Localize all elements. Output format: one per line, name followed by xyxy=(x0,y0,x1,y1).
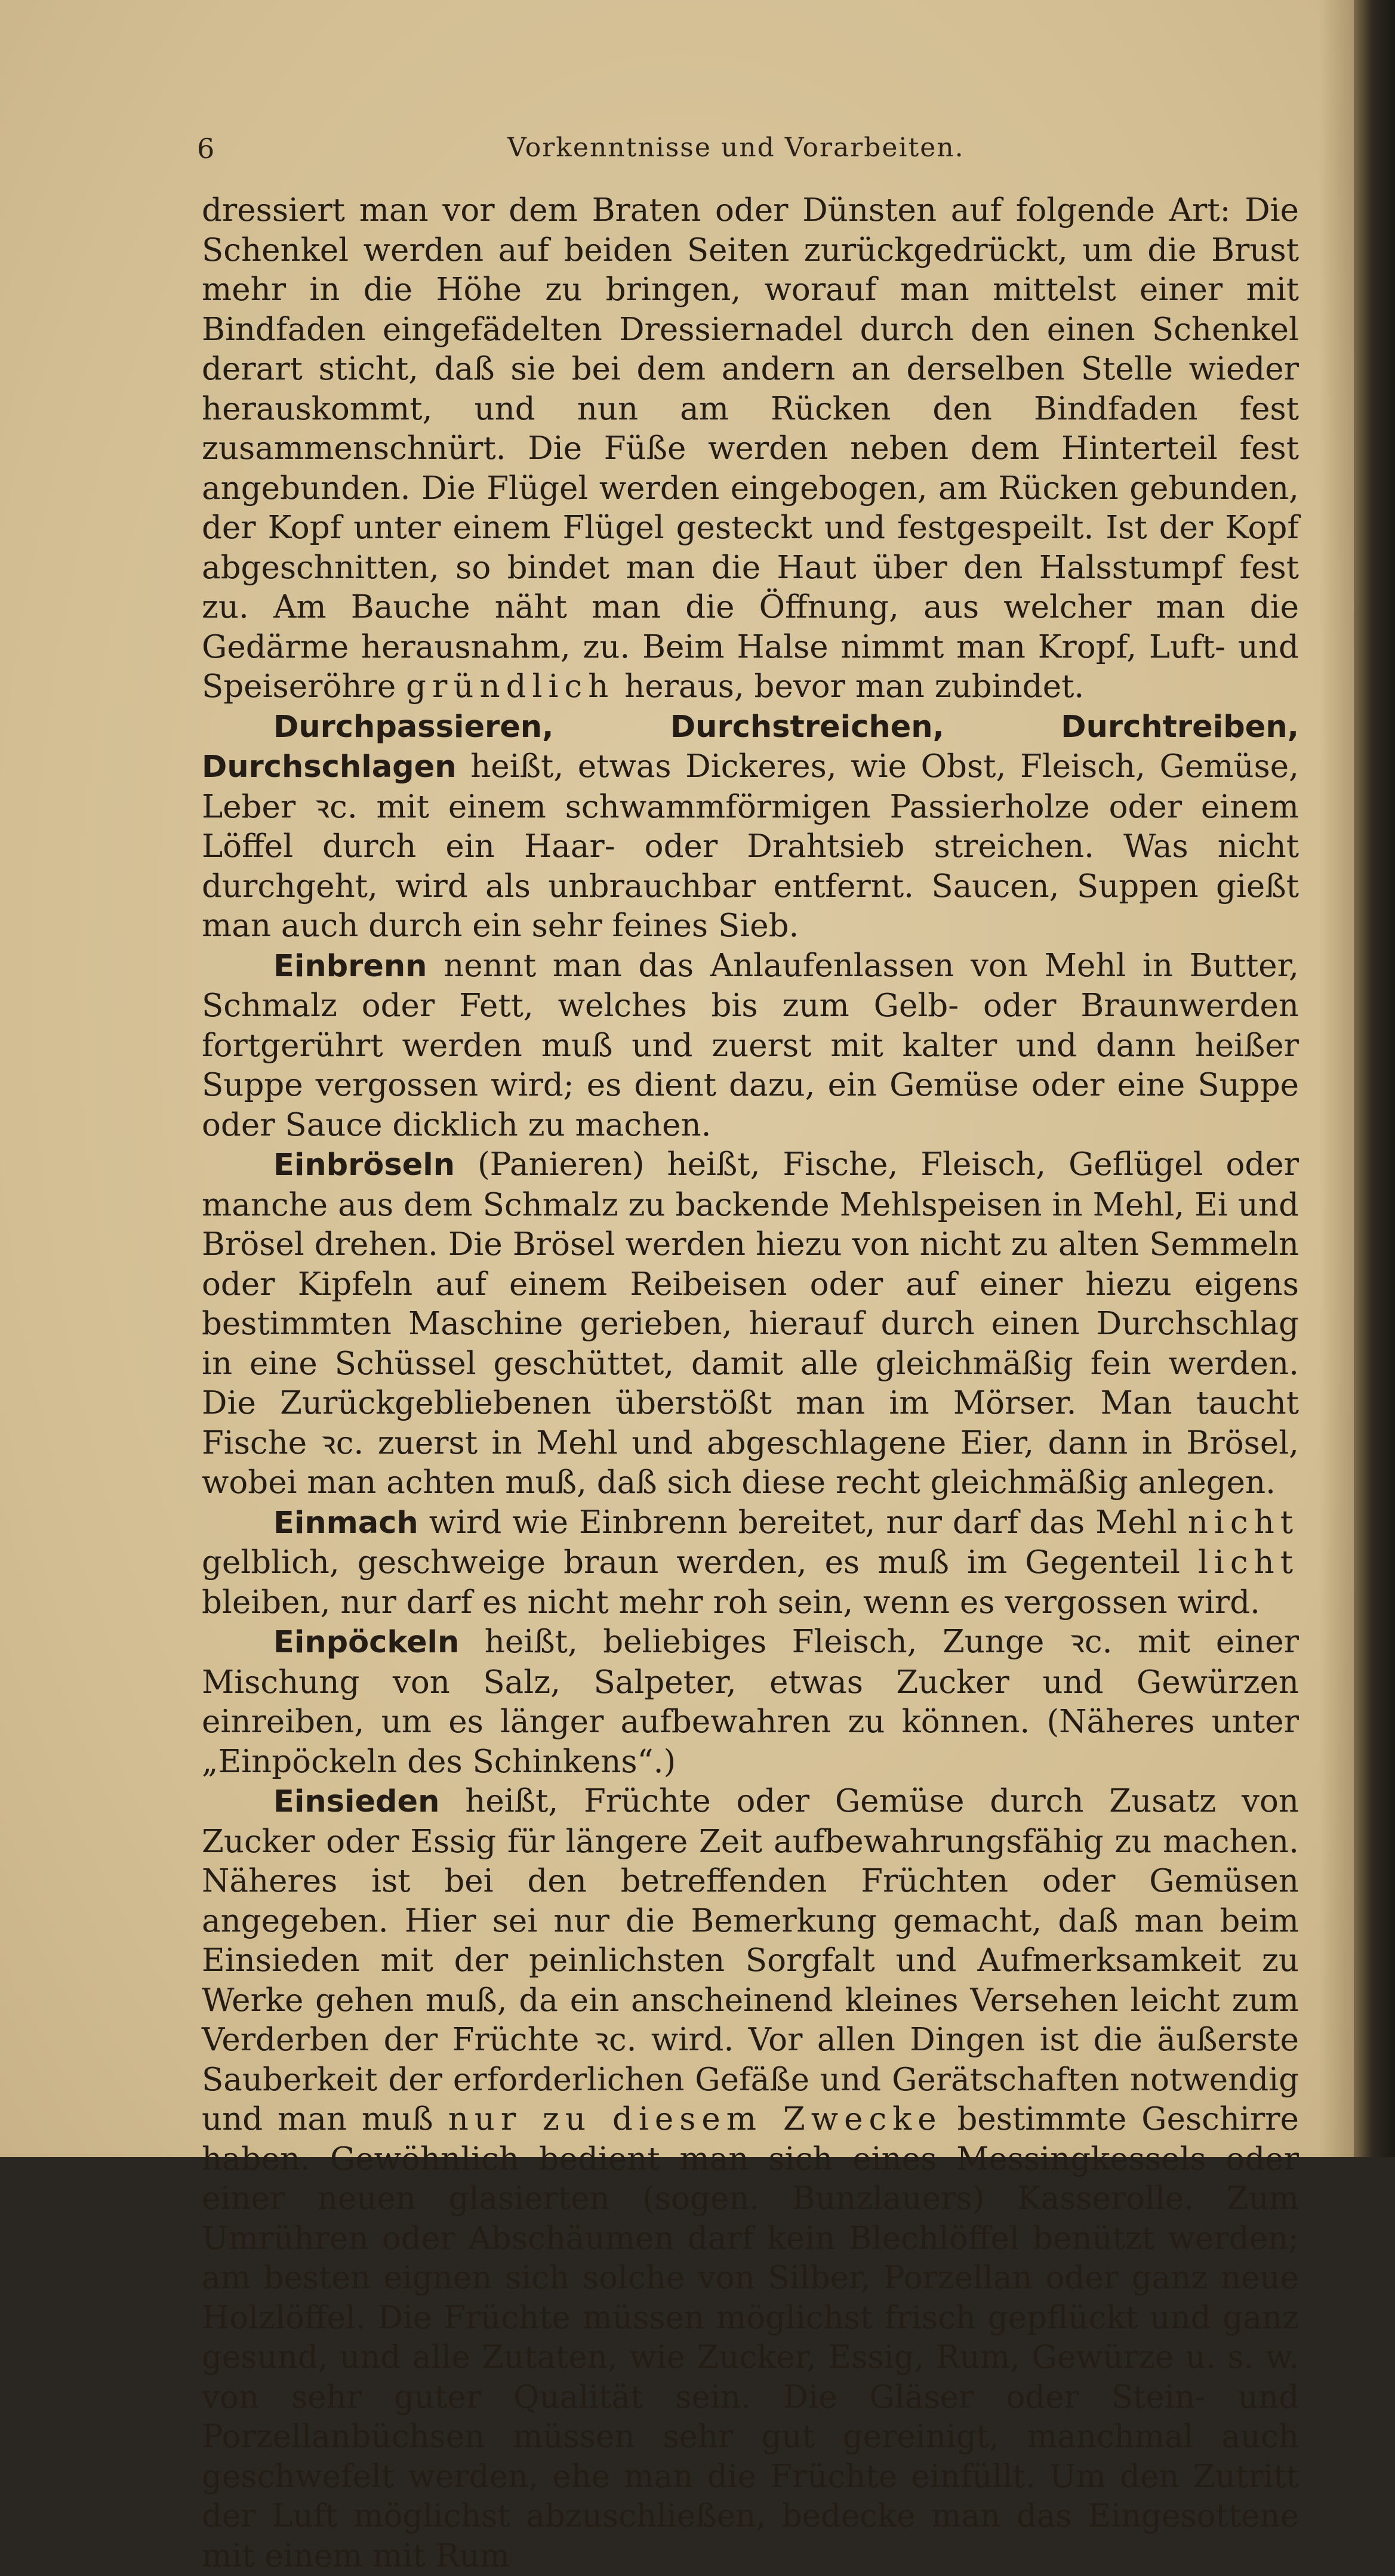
body-text-run: gelblich, geschweige braun werden, es muß im Gegenteil xyxy=(202,1544,1198,1581)
running-head: Vorkenntnisse und Vorarbeiten. xyxy=(507,132,965,163)
page-header xyxy=(197,132,1307,174)
glossary-entry xyxy=(202,1503,1299,1623)
entry-term: Einsieden xyxy=(273,1784,440,1819)
body-text-run: bestimmte Geschirre haben. Gewöhnlich bedient man sich eines Messingkessels oder einer neuen glasierten (sogen. Bunzlauers) Kasserolle. Zum Umrühren oder Abschäumen darf kein Blechlöffel benützt werden; am besten eignen sich solche von Silber, Porzellan oder ganz neue Holzlöffel. Die Früchte müssen möglichst frisch gepflückt und ganz gesund, und alle Zutaten, wie Zucker, Essig, Rum, Gewürze u. s. w. von sehr guter Qualität sein. Die Gläser oder Stein- und Porzellanbüchsen müssen sehr gut gereinigt, manchmal auch geschwefelt werden, ehe man die Früchte einfüllt. Um den Zutritt der Luft möglichst abzuschließen, bedecke man das Eingesottene mit einem mit Rum xyxy=(202,2101,1299,2574)
entry-term: Einbrenn xyxy=(273,948,427,984)
paragraph xyxy=(202,191,1299,707)
emphasis-text: licht xyxy=(1197,1544,1299,1581)
body-text-run: nennt man das Anlaufenlassen von Mehl in Butter, Schmalz oder Fett, welches bis zum Gelb- oder Braunwerden fortgerührt werden muß und zuerst mit kalter und dann heißer Suppe vergossen wird; es dient dazu, ein Gemüse oder eine Suppe oder Sauce dicklich zu machen. xyxy=(202,947,1299,1143)
glossary-entry xyxy=(202,1622,1299,1782)
entry-term: Einmach xyxy=(273,1505,418,1541)
glossary-entry xyxy=(202,1782,1299,2576)
glossary-entry xyxy=(202,946,1299,1146)
body-text-run: heißt, beliebiges Fleisch, Zunge ꝛc. mit einer Mischung von Salz, Salpeter, etwas Zucker und Gewürzen einreiben, um es länger aufbewahren zu können. (Näheres unter „Einpöckeln des Schinkens“.) xyxy=(202,1624,1299,1780)
entry-term: Einpöckeln xyxy=(273,1625,460,1660)
glossary-entry xyxy=(202,1145,1299,1503)
emphasis-text: gründlich xyxy=(406,668,615,705)
entry-term: Einbröseln xyxy=(273,1147,455,1183)
body-text-run: dressiert man vor dem Braten oder Dünsten auf folgende Art: Die Schenkel werden auf beiden Seiten zurückgedrückt, um die Brust mehr in die Höhe zu bringen, worauf man mittelst einer mit Bindfaden eingefädelten Dressiernadel durch den einen Schenkel derart sticht, daß sie bei dem andern an derselben Stelle wieder herauskommt, und nun am Rücken den Bindfaden fest zusammenschnürt. Die Füße werden neben dem Hinterteil fest angebunden. Die Flügel werden eingebogen, am Rücken gebunden, der Kopf unter einem Flügel gesteckt und festgespeilt. Ist der Kopf abgeschnitten, so bindet man die Haut über den Halsstumpf fest zu. Am Bauche näht man die Öffnung, aus welcher man die Gedärme herausnahm, zu. Beim Halse nimmt man Kropf, Luft- und Speiseröhre xyxy=(202,192,1299,705)
body-text-run: (Panieren) heißt, Fische, Fleisch, Geflügel oder manche aus dem Schmalz zu backende Mehlspeisen in Mehl, Ei und Brösel drehen. Die Brösel werden hiezu von nicht zu alten Semmeln oder Kipfeln auf einem Reibeisen oder auf einer hiezu eigens bestimmten Maschine gerieben, hierauf durch einen Durchschlag in eine Schüssel geschüttet, damit alle gleichmäßig fein werden. Die Zurückgebliebenen überstößt man im Mörser. Man taucht Fische ꝛc. zuerst in Mehl und abgeschlagene Eier, dann in Brösel, wobei man achten muß, daß sich diese recht gleichmäßig anlegen. xyxy=(202,1146,1299,1501)
glossary-entry xyxy=(202,707,1299,946)
entry-term: Durchpassieren, Durchstreichen, Durchtreiben, Durchschlagen xyxy=(202,709,1299,785)
page-binding-shadow xyxy=(1319,0,1354,2157)
emphasis-text: nicht xyxy=(1187,1504,1299,1541)
page-number: 6 xyxy=(197,132,215,165)
body-text-run: heißt, Früchte oder Gemüse durch Zusatz von Zucker oder Essig für längere Zeit aufbewahrungsfähig zu machen. Näheres ist bei den betreffenden Früchten oder Gemüsen angegeben. Hier sei nur die Bemerkung gemacht, daß man beim Einsieden mit der peinlichsten Sorgfalt und Aufmerksamkeit zu Werke gehen muß, da ein anscheinend kleines Versehen leicht zum Verderben der Früchte ꝛc. wird. Vor allen Dingen ist die äußerste Sauberkeit der erforderlichen Gefäße und Gerätschaften notwendig und man muß xyxy=(202,1783,1299,2137)
body-text-run: wird wie Einbrenn bereitet, nur darf das Mehl xyxy=(418,1504,1188,1541)
body-text xyxy=(202,191,1299,2576)
book-edge xyxy=(1354,0,1395,2157)
body-text-run: heißt, etwas Dickeres, wie Obst, Fleisch, Gemüse, Leber ꝛc. mit einem schwammförmigen Passierholze oder einem Löffel durch ein Haar- oder Drahtsieb streichen. Was nicht durchgeht, wird als unbrauchbar entfernt. Saucen, Suppen gießt man auch durch ein sehr feines Sieb. xyxy=(202,748,1299,944)
body-text-run: heraus, bevor man zubindet. xyxy=(614,668,1085,705)
body-text-run: bleiben, nur darf es nicht mehr roh sein, wenn es vergossen wird. xyxy=(202,1584,1260,1621)
emphasis-text: nur zu diesem Zwecke xyxy=(448,2101,943,2137)
